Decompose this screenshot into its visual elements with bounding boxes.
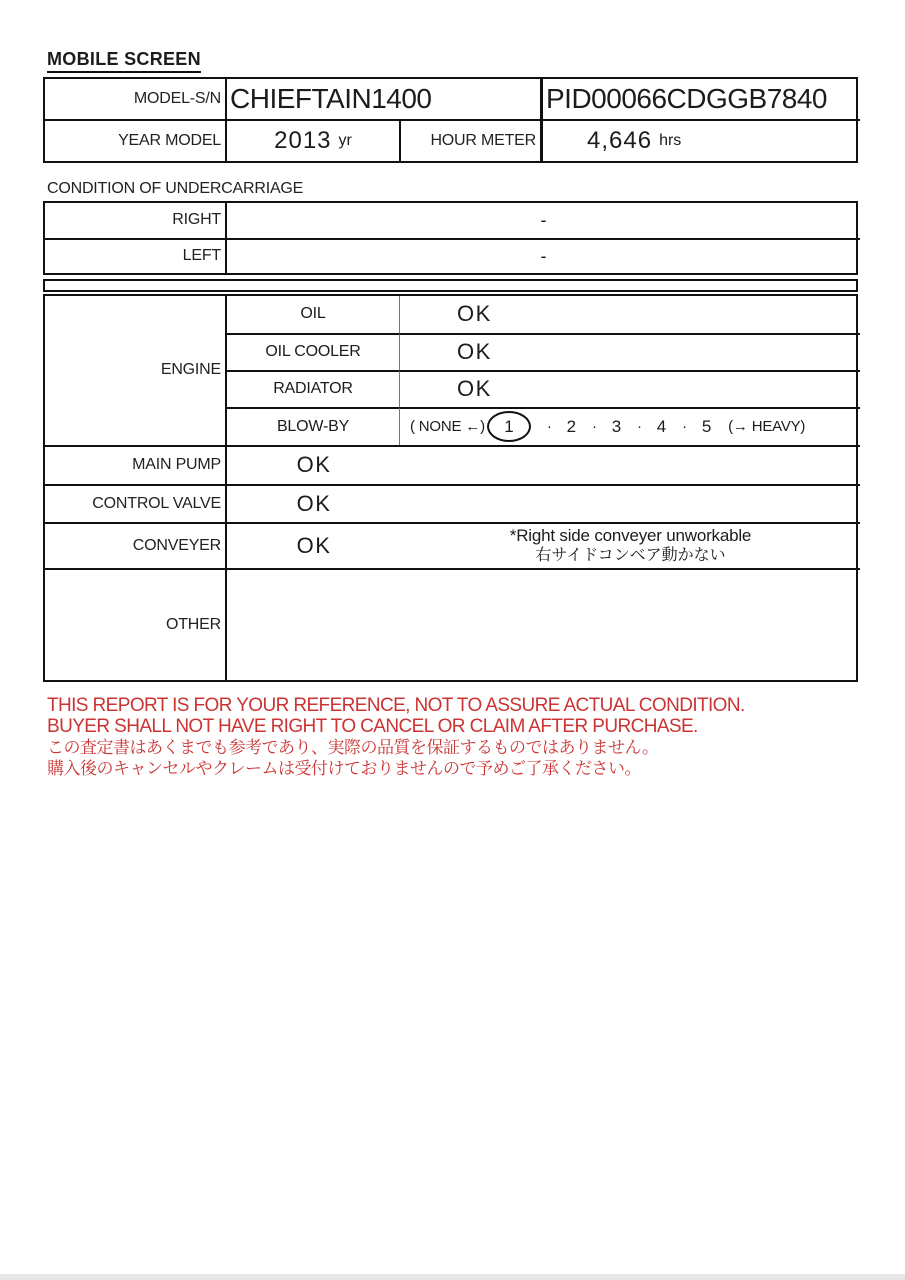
undercarriage-right-value: - [225, 203, 860, 238]
undercarriage-left-label: LEFT [45, 238, 225, 273]
blowby-value-3: 3 [611, 416, 621, 436]
scan-edge-strip [0, 1274, 905, 1280]
empty-separator-row [43, 279, 858, 292]
conveyer-note-en: *Right side conveyer unworkable [509, 525, 752, 545]
blowby-heavy-suffix: (→ HEAVY) [728, 418, 806, 436]
control-valve-label: CONTROL VALVE [45, 484, 225, 522]
hour-value-cell [540, 119, 860, 161]
undercarriage-section-title: CONDITION OF UNDERCARRIAGE [47, 179, 304, 197]
disclaimer-line-3: この査定書はあくまでも参考であり、実際の品質を保証するものではありません。 [47, 737, 659, 757]
disclaimer-line-4: 購入後のキャンセルやクレームは受付けておりませんので予めご了承ください。 [47, 758, 641, 778]
disclaimer-block [47, 695, 905, 779]
conveyer-note [401, 526, 860, 566]
conveyer-label: CONVEYER [45, 522, 225, 568]
blowby-none-prefix: ( NONE ←) [410, 418, 485, 436]
blowby-selected-circle [487, 411, 531, 442]
control-valve-value: OK [296, 490, 332, 516]
disclaimer-line-2: BUYER SHALL NOT HAVE RIGHT TO CANCEL OR CLAIM AFTER PURCHASE. [47, 715, 698, 737]
year-unit: yr [338, 131, 352, 149]
inspection-table [43, 294, 858, 682]
engine-oil-cooler-value: OK [399, 333, 860, 370]
engine-radiator-value: OK [399, 370, 860, 407]
engine-blowby-scale [399, 407, 860, 445]
other-value-cell [225, 568, 860, 680]
blowby-dot: · [637, 418, 642, 436]
conveyer-value-cell [225, 522, 860, 568]
engine-radiator-label: RADIATOR [225, 370, 399, 407]
hour-value: 4,646 [587, 126, 653, 154]
conveyer-value: OK [296, 532, 332, 558]
engine-blowby-label: BLOW-BY [225, 407, 399, 445]
hour-unit: hrs [659, 131, 682, 149]
blowby-value-5: 5 [701, 416, 712, 436]
hour-meter-label: HOUR METER [399, 119, 540, 161]
engine-oil-cooler-label: OIL COOLER [225, 333, 399, 370]
blowby-value-2: 2 [566, 416, 576, 436]
control-valve-value-cell [225, 484, 860, 522]
engine-label: ENGINE [160, 361, 221, 379]
machine-info-table [43, 77, 858, 163]
blowby-selected-value: 1 [504, 416, 514, 436]
year-value-cell [225, 119, 399, 161]
undercarriage-right-label: RIGHT [172, 211, 221, 229]
blowby-dot: · [546, 418, 552, 436]
blowby-dot: · [591, 418, 597, 436]
engine-oil-label: OIL [225, 296, 399, 333]
undercarriage-left-value: - [225, 238, 860, 273]
main-pump-label: MAIN PUMP [45, 445, 225, 484]
page-title: MOBILE SCREEN [47, 50, 201, 73]
serial-value: PID00066CDGGB7840 [540, 79, 860, 119]
engine-oil-value: OK [399, 296, 860, 333]
model-sn-label: MODEL-S/N [133, 89, 221, 107]
conveyer-note-jp: 右サイドコンベア動かない [535, 546, 726, 564]
main-pump-value-cell [225, 445, 860, 484]
blowby-dot: · [682, 418, 687, 436]
main-pump-value: OK [296, 452, 332, 478]
undercarriage-table [43, 201, 858, 275]
year-value: 2013 [274, 126, 332, 154]
year-model-label: YEAR MODEL [45, 119, 225, 161]
blowby-value-4: 4 [656, 416, 667, 436]
disclaimer-line-1: THIS REPORT IS FOR YOUR REFERENCE, NOT TO ASSURE ACTUAL CONDITION. [47, 694, 745, 716]
model-value: CHIEFTAIN1400 [225, 79, 540, 119]
other-label: OTHER [45, 568, 225, 680]
